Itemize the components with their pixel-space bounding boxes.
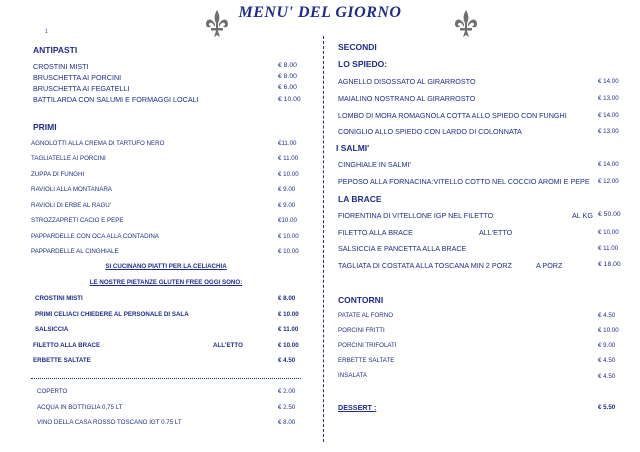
menu-item-name: TAGLIATELLE AI PORCINI [31, 155, 106, 162]
menu-item-price: € 14.00 [598, 112, 619, 119]
menu-item-name: FILETTO ALLA BRACE [338, 228, 413, 237]
menu-item-name: INSALATA [338, 372, 367, 379]
menu-item-name: BATTILARDA CON SALUMI E FORMAGGI LOCALI [33, 95, 199, 104]
extra-item-price: € 2.00 [278, 388, 296, 395]
menu-item-name: PAPPARDELLE CON OCA ALLA CONTADINA [31, 233, 159, 240]
menu-item-name: BRUSCHETTA AI FEGATELLI [33, 84, 130, 93]
gluten-free-item-price: € 10.00 [278, 311, 299, 318]
menu-item-price: € 10.00 [278, 248, 299, 255]
menu-item-price: € 11.00 [598, 245, 619, 252]
gluten-free-item-name: PRIMI CELIACI CHIEDERE AL PERSONALE DI SALA [35, 311, 189, 318]
dessert-label: DESSERT : [338, 403, 377, 412]
menu-item-name: ZUPPA DI FUNGHI [31, 171, 85, 178]
menu-item-name: FIORENTINA DI VITELLONE IGP NEL FILETTO [338, 211, 494, 220]
menu-item-price: € 14.00 [598, 78, 619, 85]
menu-item-name: PEPOSO ALLA FORNACINA:VITELLO COTTO NEL COCCIO AROMI E PEPE [338, 177, 590, 186]
menu-item-name: PORCINI TRIFOLATI [338, 342, 397, 349]
section-title-antipasti: ANTIPASTI [33, 45, 78, 55]
menu-item-unit: ALL'ETTO [479, 228, 513, 237]
menu-item-price: €11.00 [278, 140, 297, 147]
dessert-price: € 5.50 [598, 404, 616, 411]
menu-item-name: PATATE AL FORNO [338, 312, 394, 319]
menu-item-name: CONIGLIO ALLO SPIEDO CON LARDO DI COLONNATA [338, 127, 522, 136]
menu-item-price: € 9.00 [278, 186, 296, 193]
menu-item-price: € 10.00 [278, 96, 301, 103]
menu-item-name: PAPPARDELLE AL CINGHIALE [31, 248, 119, 255]
gluten-free-item-price: € 8.00 [278, 295, 296, 302]
gluten-free-notice: LE NOSTRE PIETANZE GLUTEN FREE OGGI SONO: [89, 279, 243, 286]
gluten-free-item-name: CROSTINI MISTI [35, 295, 83, 302]
extra-item-price: € 2.50 [278, 404, 296, 411]
extra-item-name: ACQUA IN BOTTIGLIA 0,75 LT [37, 404, 123, 411]
menu-item-name: RAVIOLI ALLA MONTANARA [31, 186, 112, 193]
menu-item-name: AGNELLO DISOSSATO AL GIRARROSTO [338, 77, 476, 86]
extra-item-name: VINO DELLA CASA ROSSO TOSCANO IGT 0.75 LT [37, 419, 182, 426]
menu-item-price: € 18.00 [598, 261, 621, 268]
menu-item-name: RAVIOLI DI ERBE AL RAGU' [31, 202, 111, 209]
menu-item-name: SALSICCIA E PANCETTA ALLA BRACE [338, 244, 467, 253]
section-title-secondi: SECONDI [338, 42, 377, 52]
gluten-free-item-price: € 10.00 [278, 342, 299, 349]
menu-item-price: € 13.00 [598, 95, 619, 102]
menu-item-name: CROSTINI MISTI [33, 62, 89, 71]
menu-item-name: BRUSCHETTA AI PORCINI [33, 73, 122, 82]
menu-item-price: € 4.50 [598, 312, 616, 319]
gluten-free-item-name: ERBETTE SALTATE [33, 357, 91, 364]
extra-item-name: COPERTO [37, 388, 68, 395]
menu-item-price: € 14.00 [598, 161, 619, 168]
gluten-free-item-price: € 11.00 [278, 326, 299, 333]
menu-item-price: € 10.00 [598, 229, 619, 236]
menu-item-name: CINGHIALE IN SALMI' [338, 160, 411, 169]
menu-item-unit: A PORZ [536, 261, 563, 270]
menu-item-name: TAGLIATA DI COSTATA ALLA TOSCANA MIN 2 PORZ [338, 261, 512, 270]
page-mark: 1 [45, 29, 48, 35]
menu-item-name: MAIALINO NOSTRANO AL GIRARROSTO [338, 94, 476, 103]
gluten-free-item-name: SALSICCIA [35, 326, 69, 333]
menu-item-price: €10.00 [278, 217, 297, 224]
menu-item-price: € 9.00 [598, 342, 616, 349]
section-title-contorni: CONTORNI [338, 295, 384, 305]
menu-item-price: € 10.00 [278, 233, 299, 240]
menu-item-price: € 12.00 [598, 178, 619, 185]
menu-item-price: € 4.50 [598, 357, 616, 364]
extra-item-price: € 8.00 [278, 419, 296, 426]
menu-item-name: AGNOLOTTI ALLA CREMA DI TARTUFO NERO [31, 140, 165, 147]
page-title: MENU' DEL GIORNO [238, 4, 402, 21]
gluten-free-item-name: FILETTO ALLA BRACE [33, 342, 101, 349]
gluten-free-item-unit: ALL'ETTO [213, 342, 243, 349]
menu-item-price: € 6.00 [278, 84, 297, 91]
menu-item-name: STROZZAPRETI CACIO E PEPE [31, 217, 124, 224]
menu-item-unit: AL KG [572, 211, 593, 220]
dotted-separator [31, 378, 301, 379]
menu-item-price: € 50.00 [598, 211, 621, 218]
menu-item-price: € 8.00 [278, 62, 297, 69]
gluten-free-item-price: € 4.50 [278, 357, 296, 364]
menu-item-price: € 10.00 [598, 327, 619, 334]
section-title-salmi: I SALMI' [336, 143, 370, 153]
section-title-brace: LA BRACE [338, 194, 382, 204]
column-divider [323, 36, 324, 442]
menu-item-price: € 4.50 [598, 373, 616, 380]
menu-item-name: PORCINI FRITTI [338, 327, 385, 334]
section-title-primi: PRIMI [33, 122, 57, 132]
menu-item-price: € 13.00 [598, 128, 619, 135]
section-title-spiedo: LO SPIEDO: [338, 59, 388, 69]
celiac-notice: SI CUCINANO PIATTI PER LA CELIACHIA [105, 263, 227, 270]
menu-item-name: ERBETTE SALTATE [338, 357, 395, 364]
menu-item-price: € 11.00 [278, 155, 299, 162]
menu-item-price: € 10.00 [278, 171, 299, 178]
menu-item-price: € 8.00 [278, 73, 297, 80]
menu-item-name: LOMBO DI MORA ROMAGNOLA COTTA ALLO SPIEDO CON FUNGHI [338, 111, 567, 120]
menu-item-price: € 9.00 [278, 202, 296, 209]
